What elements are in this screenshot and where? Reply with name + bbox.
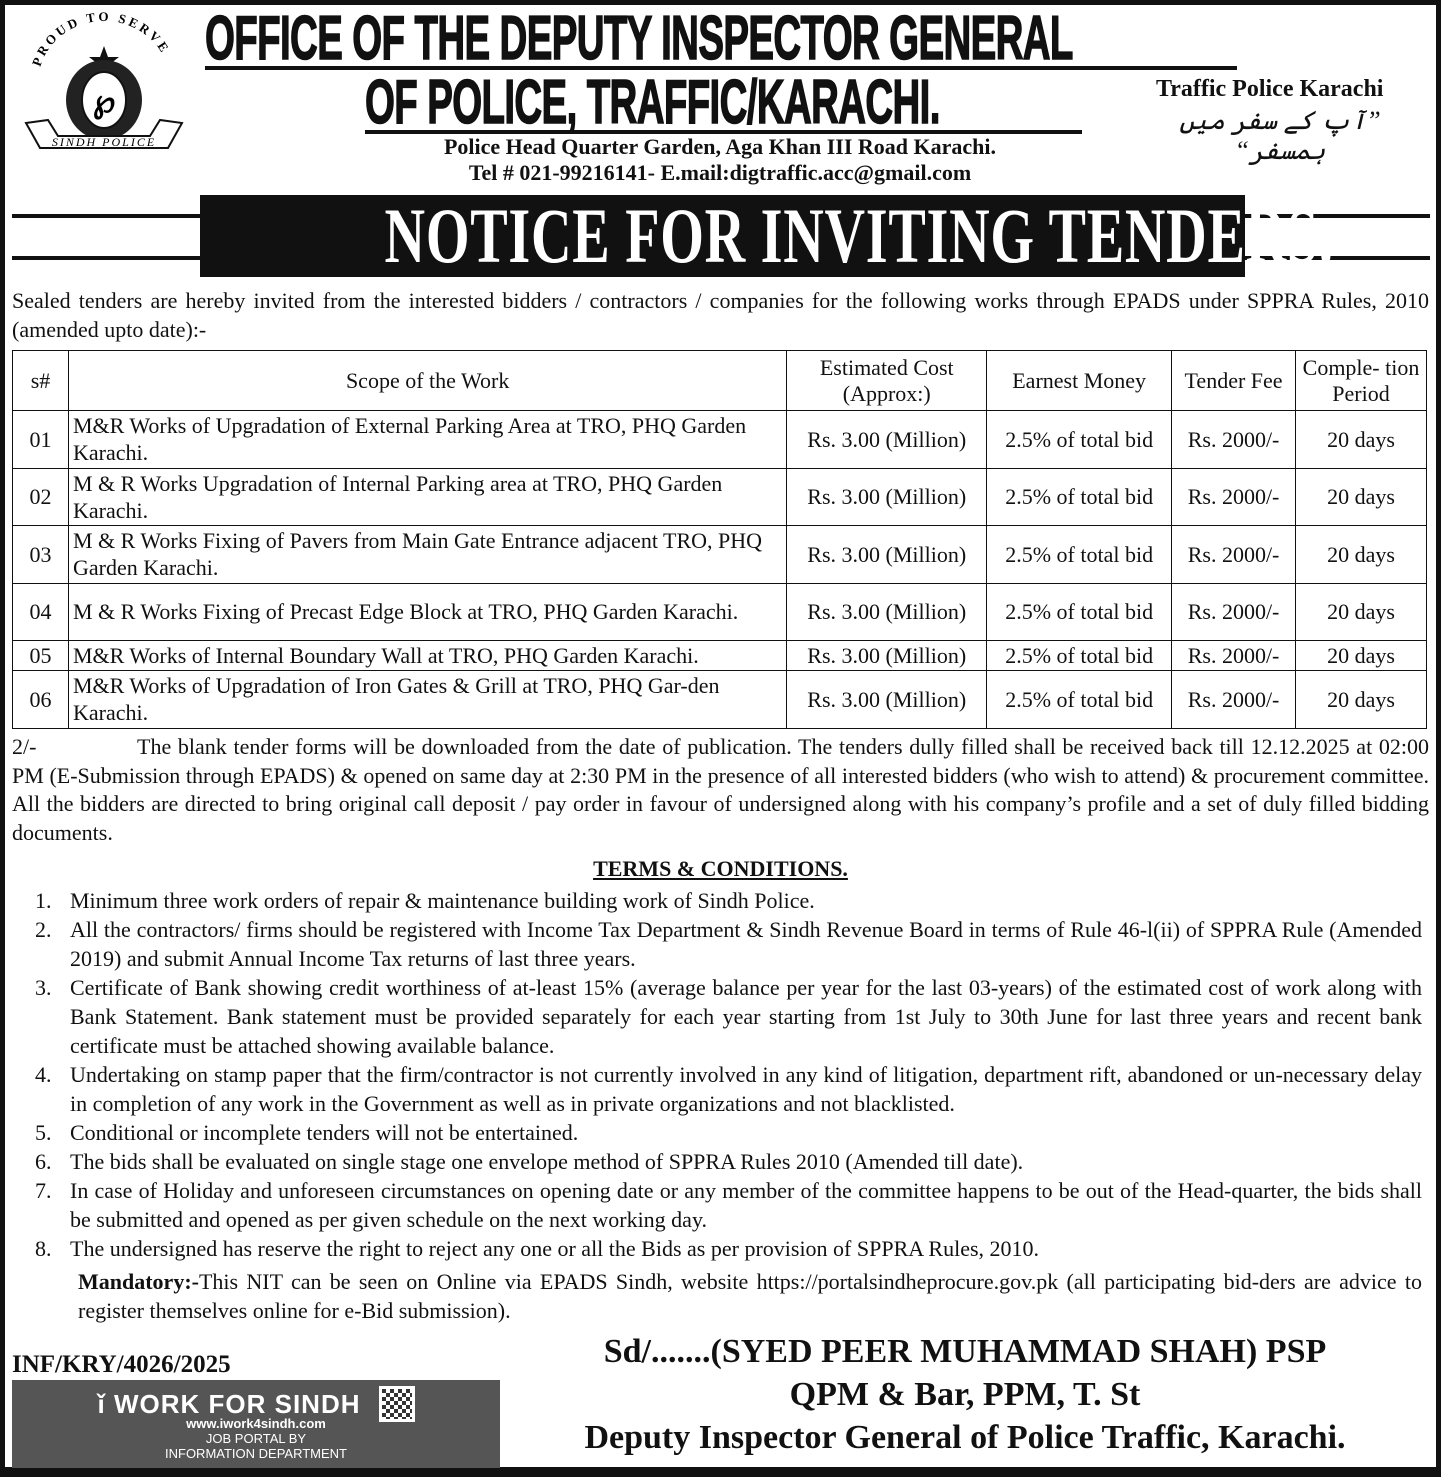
- row-earnest: 2.5% of total bid: [987, 671, 1172, 729]
- terms-item-text: In case of Holiday and unforeseen circumstances on opening date or any member of the committee happens to be out of the Head-quarter, the bids shall be submitted and opened as per given schedule on the next working day.: [70, 1178, 1422, 1232]
- signature-block: [500, 1330, 1430, 1459]
- terms-item: [10, 1147, 1422, 1176]
- row-earnest: 2.5% of total bid: [987, 583, 1172, 641]
- tender-table: [12, 350, 1427, 729]
- row-period: 20 days: [1296, 583, 1427, 641]
- terms-item-text: Minimum three work orders of repair & maintenance building work of Sindh Police.: [70, 888, 815, 913]
- reference-number: INF/KRY/4026/2025: [12, 1351, 231, 1378]
- row-fee: Rs. 2000/-: [1172, 641, 1296, 671]
- iwork-for-sindh-banner: [12, 1380, 500, 1468]
- svg-text:SINDH POLICE: SINDH POLICE: [51, 135, 157, 149]
- terms-item-number: 2.: [35, 917, 52, 942]
- col-cost: Estimated Cost (Approx:): [787, 351, 987, 411]
- row-fee: Rs. 2000/-: [1172, 526, 1296, 584]
- row-scope: M & R Works Fixing of Pavers from Main Gate Entrance adjacent TRO, PHQ Garden Karachi.: [68, 526, 786, 584]
- signature-name: Sd/.......(SYED PEER MUHAMMAD SHAH) PSP: [603, 1333, 1327, 1370]
- row-period: 20 days: [1296, 641, 1427, 671]
- signature-designation: Deputy Inspector General of Police Traffic, Karachi.: [584, 1419, 1346, 1456]
- urdu-tagline: ”آپ کے سفر میں ہمسفر“: [1179, 106, 1381, 165]
- row-earnest: 2.5% of total bid: [987, 468, 1172, 526]
- row-sn: 02: [13, 468, 69, 526]
- terms-item: [10, 973, 1422, 1060]
- terms-list: [10, 886, 1422, 1263]
- terms-item-number: 8.: [35, 1236, 52, 1261]
- terms-item-number: 7.: [35, 1178, 52, 1203]
- office-address: Police Head Quarter Garden, Aga Khan III Road Karachi.: [443, 134, 997, 159]
- row-fee: Rs. 2000/-: [1172, 468, 1296, 526]
- mandatory-label: Mandatory:-: [78, 1269, 199, 1294]
- row-period: 20 days: [1296, 411, 1427, 469]
- office-title-line-2: OF POLICE, TRAFFIC/KARACHI.: [365, 68, 940, 137]
- terms-item-text: Undertaking on stamp paper that the firm/contractor is not currently involved in any kind of litigation, department rift, abandoned or un-necessary delay in completion of any work in the Government as well as in private organizations and not blacklisted.: [70, 1062, 1422, 1116]
- row-fee: Rs. 2000/-: [1172, 411, 1296, 469]
- row-fee: Rs. 2000/-: [1172, 583, 1296, 641]
- terms-item: [10, 915, 1422, 973]
- row-earnest: 2.5% of total bid: [987, 526, 1172, 584]
- table-row: [13, 468, 1427, 526]
- table-row: [13, 641, 1427, 671]
- terms-item: [10, 1118, 1422, 1147]
- office-contact: Tel # 021-99216141- E.mail:digtraffic.acc@gmail.com: [468, 160, 972, 185]
- iwork-title: ǐ WORK FOR SINDH: [97, 1388, 361, 1419]
- sindh-police-logo: [18, 8, 190, 158]
- row-sn: 03: [13, 526, 69, 584]
- terms-item-text: The undersigned has reserve the right to reject any one or all the Bids as per provision of SPPRA Rules, 2010.: [70, 1236, 1040, 1261]
- row-period: 20 days: [1296, 671, 1427, 729]
- row-period: 20 days: [1296, 468, 1427, 526]
- col-earnest: Earnest Money: [987, 351, 1172, 411]
- svg-text:℘: ℘: [92, 83, 116, 119]
- terms-item: [10, 1234, 1422, 1263]
- terms-item-text: Certificate of Bank showing credit worthiness of at-least 15% (average balance per year for the last 03-years) of the estimated cost of work along with Bank Statement. Bank statement must be provided separately for each year starting from 1st July to 30th June for last three years and recent bank certificate must be attached showing available balance.: [70, 975, 1422, 1058]
- col-period: Comple- tion Period: [1296, 351, 1427, 411]
- traffic-police-brand: Traffic Police Karachi: [1156, 76, 1384, 102]
- banner-rail-left-2: [12, 256, 212, 260]
- intro-paragraph: Sealed tenders are hereby invited from the interested bidders / contractors / companies for the following works through EPADS under SPPRA Rules, 2010 (amended upto date):-: [12, 288, 1429, 342]
- notice-title: NOTICE FOR INVITING TENDERS.: [384, 192, 1334, 279]
- row-scope: M&R Works of Upgradation of Iron Gates & Grill at TRO, PHQ Gar-den Karachi.: [68, 671, 786, 729]
- terms-item-number: 4.: [35, 1062, 52, 1087]
- svg-text:PROUD TO SERVE: PROUD TO SERVE: [28, 8, 174, 69]
- row-cost: Rs. 3.00 (Million): [787, 468, 987, 526]
- table-row: [13, 411, 1427, 469]
- terms-item-number: 3.: [35, 975, 52, 1000]
- row-cost: Rs. 3.00 (Million): [787, 671, 987, 729]
- signature-honours: QPM & Bar, PPM, T. St: [789, 1376, 1141, 1413]
- terms-item-text: All the contractors/ firms should be registered with Income Tax Department & Sindh Revenue Board in terms of Rule 46-l(ii) of SPPRA Rule (Amended 2019) and submit Annual Income Tax returns of last three years.: [70, 917, 1422, 971]
- col-fee: Tender Fee: [1172, 351, 1296, 411]
- terms-item: [10, 1060, 1422, 1118]
- banner-rail-left: [12, 214, 212, 218]
- paragraph-2: [12, 733, 1429, 847]
- title-line-2-wrap: [365, 68, 1082, 137]
- terms-item-number: 5.: [35, 1120, 52, 1145]
- table-header-row: [13, 351, 1427, 411]
- row-earnest: 2.5% of total bid: [987, 411, 1172, 469]
- row-sn: 04: [13, 583, 69, 641]
- table-row: [13, 671, 1427, 729]
- terms-item-text: Conditional or incomplete tenders will not be entertained.: [70, 1120, 579, 1145]
- row-fee: Rs. 2000/-: [1172, 671, 1296, 729]
- row-cost: Rs. 3.00 (Million): [787, 526, 987, 584]
- iwork-line2: INFORMATION DEPARTMENT: [165, 1446, 347, 1461]
- row-cost: Rs. 3.00 (Million): [787, 411, 987, 469]
- qr-code-icon: [379, 1386, 415, 1422]
- iwork-line1: JOB PORTAL BY: [205, 1431, 307, 1446]
- terms-item: [10, 886, 1422, 915]
- col-scope: Scope of the Work: [68, 351, 786, 411]
- iwork-url: www.iwork4sindh.com: [186, 1416, 326, 1431]
- terms-item-number: 6.: [35, 1149, 52, 1174]
- terms-item: [10, 1176, 1422, 1234]
- row-scope: M&R Works of Upgradation of External Parking Area at TRO, PHQ Garden Karachi.: [68, 411, 786, 469]
- i-icon: ǐ: [97, 1388, 114, 1419]
- office-title-line-1: OFFICE OF THE DEPUTY INSPECTOR GENERAL: [205, 4, 1073, 73]
- title-line-1-wrap: [205, 4, 1237, 73]
- row-earnest: 2.5% of total bid: [987, 641, 1172, 671]
- col-sn: s#: [13, 351, 69, 411]
- row-period: 20 days: [1296, 526, 1427, 584]
- mandatory-text: This NIT can be seen on Online via EPADS Sindh, website https://portalsindheprocure.gov.pk (all participating bid-ders are advice to register themselves online for e-Bid submission).: [78, 1269, 1422, 1323]
- row-cost: Rs. 3.00 (Million): [787, 583, 987, 641]
- paragraph-2-text: The blank tender forms will be downloaded from the date of publication. The tenders dully filled shall be received back till 12.12.2025 at 02:00 PM (E-Submission through EPADS) & opened on same day at 2:30 PM in the presence of all interested bidders (who wish to attend) & procurement committee. All the bidders are directed to bring original call deposit / pay order in favour of undersigned along with his company’s profile and a set of duly filled bidding documents.: [12, 734, 1429, 845]
- row-cost: Rs. 3.00 (Million): [787, 641, 987, 671]
- row-scope: M & R Works Upgradation of Internal Parking area at TRO, PHQ Garden Karachi.: [68, 468, 786, 526]
- row-sn: 06: [13, 671, 69, 729]
- terms-item-number: 1.: [35, 888, 52, 913]
- table-row: [13, 526, 1427, 584]
- mandatory-note: [78, 1268, 1422, 1325]
- row-sn: 01: [13, 411, 69, 469]
- paragraph-2-number: 2/-: [12, 734, 37, 759]
- row-scope: M&R Works of Internal Boundary Wall at TRO, PHQ Garden Karachi.: [68, 641, 786, 671]
- terms-item-text: The bids shall be evaluated on single stage one envelope method of SPPRA Rules 2010 (Amended till date).: [70, 1149, 1024, 1174]
- row-sn: 05: [13, 641, 69, 671]
- terms-heading: TERMS & CONDITIONS.: [593, 856, 848, 881]
- row-scope: M & R Works Fixing of Precast Edge Block at TRO, PHQ Garden Karachi.: [68, 583, 786, 641]
- table-row: [13, 583, 1427, 641]
- notice-banner: [200, 192, 1334, 279]
